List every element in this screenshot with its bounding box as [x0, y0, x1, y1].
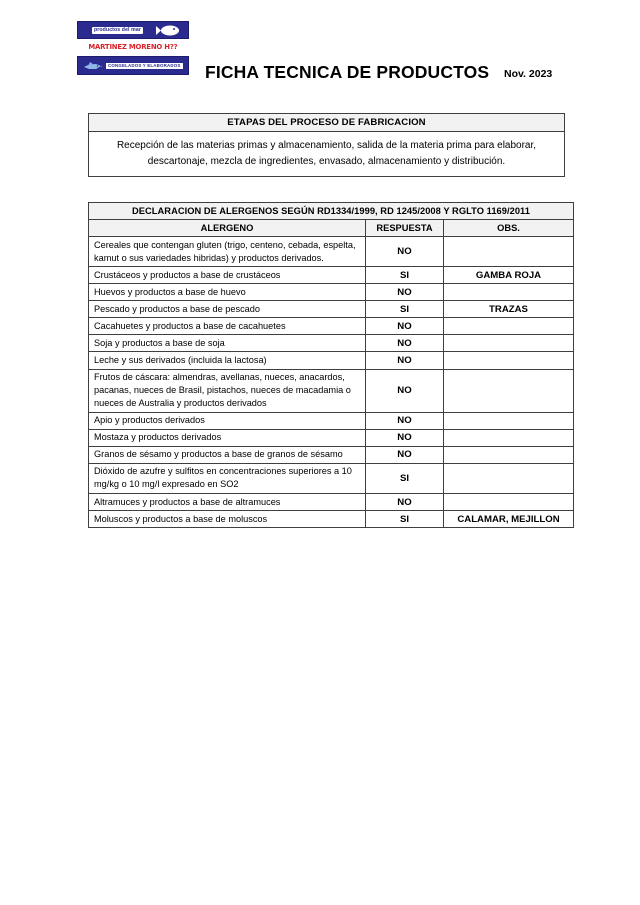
allergen-declaration-table — [88, 202, 574, 528]
allergen-obs-cell — [444, 237, 574, 267]
allergen-name-cell: Leche y sus derivados (incluida la lactosa) — [89, 352, 366, 369]
table-row — [89, 429, 574, 446]
allergen-obs-cell: CALAMAR, MEJILLON — [444, 511, 574, 528]
allergen-name-cell: Frutos de cáscara: almendras, avellanas, nueces, anacardos, pacanas, nueces de Brasil, pistachos, nueces de macadamia o nueces de Australia y productos derivados — [89, 369, 366, 412]
allergen-answer-cell: NO — [366, 237, 444, 267]
allergen-name-cell: Granos de sésamo y productos a base de granos de sésamo — [89, 446, 366, 463]
allergen-obs-cell: TRAZAS — [444, 301, 574, 318]
logo-band-top — [77, 21, 189, 39]
allergen-answer-cell: NO — [366, 369, 444, 412]
allergen-obs-cell — [444, 369, 574, 412]
logo-band-bottom-label: CONGELADOS Y ELABORADOS — [108, 63, 181, 68]
allergen-obs-cell — [444, 494, 574, 511]
allergen-name-cell: Pescado y productos a base de pescado — [89, 301, 366, 318]
allergen-answer-cell: SI — [366, 301, 444, 318]
manufacturing-process-box — [88, 113, 565, 177]
allergen-obs-cell — [444, 429, 574, 446]
manufacturing-process-body: Recepción de las materias primas y almacenamiento, salida de la materia prima para elaborar, descartonaje, mezcla de ingredientes, envasado, almacenamiento y distribución. — [116, 140, 537, 167]
table-row — [89, 369, 574, 412]
allergen-table-title: DECLARACION DE ALERGENOS SEGÚN RD1334/1999, RD 1245/2008 Y RGLTO 1169/2011 — [89, 203, 574, 220]
logo-brand-text-wrap — [77, 40, 189, 52]
table-row — [89, 446, 574, 463]
table-header-row — [89, 220, 574, 237]
allergen-obs-cell — [444, 412, 574, 429]
allergen-answer-cell: NO — [366, 412, 444, 429]
allergen-answer-cell: NO — [366, 352, 444, 369]
document-date: Nov. 2023 — [504, 68, 553, 80]
table-row — [89, 352, 574, 369]
company-logo — [77, 21, 189, 75]
fish-swordfish-icon — [83, 61, 103, 72]
fish-icon — [156, 24, 182, 37]
allergen-answer-cell: SI — [366, 463, 444, 493]
table-row — [89, 237, 574, 267]
table-row — [89, 412, 574, 429]
allergen-name-cell: Mostaza y productos derivados — [89, 429, 366, 446]
table-row — [89, 511, 574, 528]
allergen-obs-cell — [444, 335, 574, 352]
column-header-respuesta: RESPUESTA — [366, 220, 444, 237]
table-title-row — [89, 203, 574, 220]
allergen-answer-cell: NO — [366, 318, 444, 335]
table-row — [89, 494, 574, 511]
page-title: FICHA TECNICA DE PRODUCTOS — [205, 62, 490, 82]
allergen-name-cell: Apio y productos derivados — [89, 412, 366, 429]
allergen-obs-cell — [444, 463, 574, 493]
allergen-answer-cell: NO — [366, 284, 444, 301]
allergen-answer-cell: NO — [366, 429, 444, 446]
allergen-name-cell: Crustáceos y productos a base de crustáceos — [89, 267, 366, 284]
allergen-answer-cell: NO — [366, 446, 444, 463]
allergen-name-cell: Huevos y productos a base de huevo — [89, 284, 366, 301]
allergen-obs-cell — [444, 352, 574, 369]
table-row — [89, 267, 574, 284]
allergen-obs-cell — [444, 284, 574, 301]
table-row — [89, 284, 574, 301]
column-header-obs: OBS. — [444, 220, 574, 237]
table-row — [89, 301, 574, 318]
allergen-answer-cell: NO — [366, 494, 444, 511]
logo-band-bottom — [77, 56, 189, 75]
column-header-allergen: ALERGENO — [89, 220, 366, 237]
allergen-name-cell: Moluscos y productos a base de moluscos — [89, 511, 366, 528]
allergen-name-cell: Cacahuetes y productos a base de cacahuetes — [89, 318, 366, 335]
document-header — [0, 0, 640, 100]
logo-band-top-label: productos del mar — [94, 27, 141, 33]
allergen-table-body — [89, 237, 574, 528]
table-row — [89, 335, 574, 352]
logo-brand-text: MARTINEZ MORENO H?? — [88, 41, 178, 51]
allergen-answer-cell: SI — [366, 511, 444, 528]
allergen-name-cell: Soja y productos a base de soja — [89, 335, 366, 352]
allergen-obs-cell — [444, 446, 574, 463]
table-row — [89, 318, 574, 335]
allergen-obs-cell — [444, 318, 574, 335]
allergen-name-cell: Altramuces y productos a base de altramuces — [89, 494, 366, 511]
allergen-answer-cell: SI — [366, 267, 444, 284]
allergen-answer-cell: NO — [366, 335, 444, 352]
allergen-obs-cell: GAMBA ROJA — [444, 267, 574, 284]
allergen-name-cell: Dióxido de azufre y sulfitos en concentraciones superiores a 10 mg/kg o 10 mg/l expresado en SO2 — [89, 463, 366, 493]
manufacturing-process-heading: ETAPAS DEL PROCESO DE FABRICACION — [89, 114, 564, 132]
table-row — [89, 463, 574, 493]
allergen-name-cell: Cereales que contengan gluten (trigo, centeno, cebada, espelta, kamut o sus variedades hibridas) y productos derivados. — [89, 237, 366, 267]
